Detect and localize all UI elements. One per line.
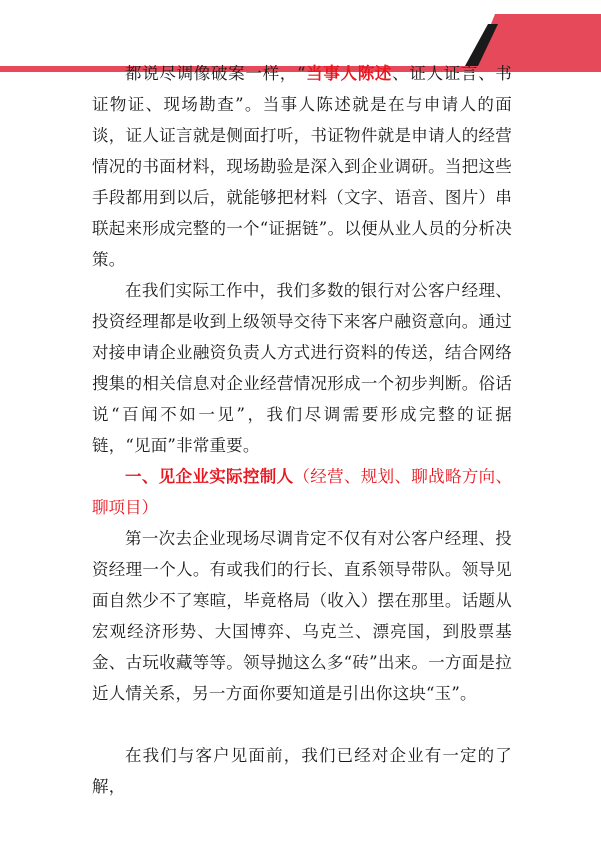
document-body xyxy=(92,58,512,802)
paragraph-4: 在我们与客户见面前，我们已经对企业有一定的了解， xyxy=(92,746,512,796)
section-heading-title: 一、见企业实际控制人 xyxy=(125,467,294,486)
paragraph-3: 第一次去企业现场尽调肯定不仅有对公客户经理、投资经理一个人。有或我们的行长、直系领导带队。领导见面自然少不了寒暄，毕竟格局（收入）摆在那里。话题从宏观经济形势、大国博弈、乌克兰、漂亮国，到股票基金、古玩收藏等等。领导抛这么多“砖”出来。一方面是拉近人情关系，另一方面你要知道是引出你这块“玉”。 xyxy=(92,529,512,703)
paragraph-1-start: 都说尽调像破案一样，“ xyxy=(125,64,306,83)
section-heading-subtitle: （经营、规划、聊战略方向、聊项目） xyxy=(92,467,513,517)
blank-line xyxy=(92,709,512,740)
paragraph-2: 在我们实际工作中，我们多数的银行对公客户经理、投资经理都是收到上级领导交待下来客户融资意向。通过对接申请企业融资负责人方式进行资料的传送，结合网络搜集的相关信息对企业经营情况形成一个初步判断。俗话说“百闻不如一见”，我们尽调需要形成完整的证据链，“见面”非常重要。 xyxy=(92,281,512,455)
section-heading xyxy=(92,461,512,523)
paragraph-1-rest: 、证人证言、书证物证、现场勘查”。当事人陈述就是在与申请人的面谈，证人证言就是侧面打听，书证物件就是申请人的经营情况的书面材料，现场勘验是深入到企业调研。当把这些手段都用到以后，就能够把材料（文字、语音、图片）串联起来形成完整的一个“证据链”。以便从业人员的分析决策。 xyxy=(92,64,513,269)
paragraph-1 xyxy=(92,58,512,275)
highlight-witness-statement: 当事人陈述 xyxy=(305,64,393,83)
